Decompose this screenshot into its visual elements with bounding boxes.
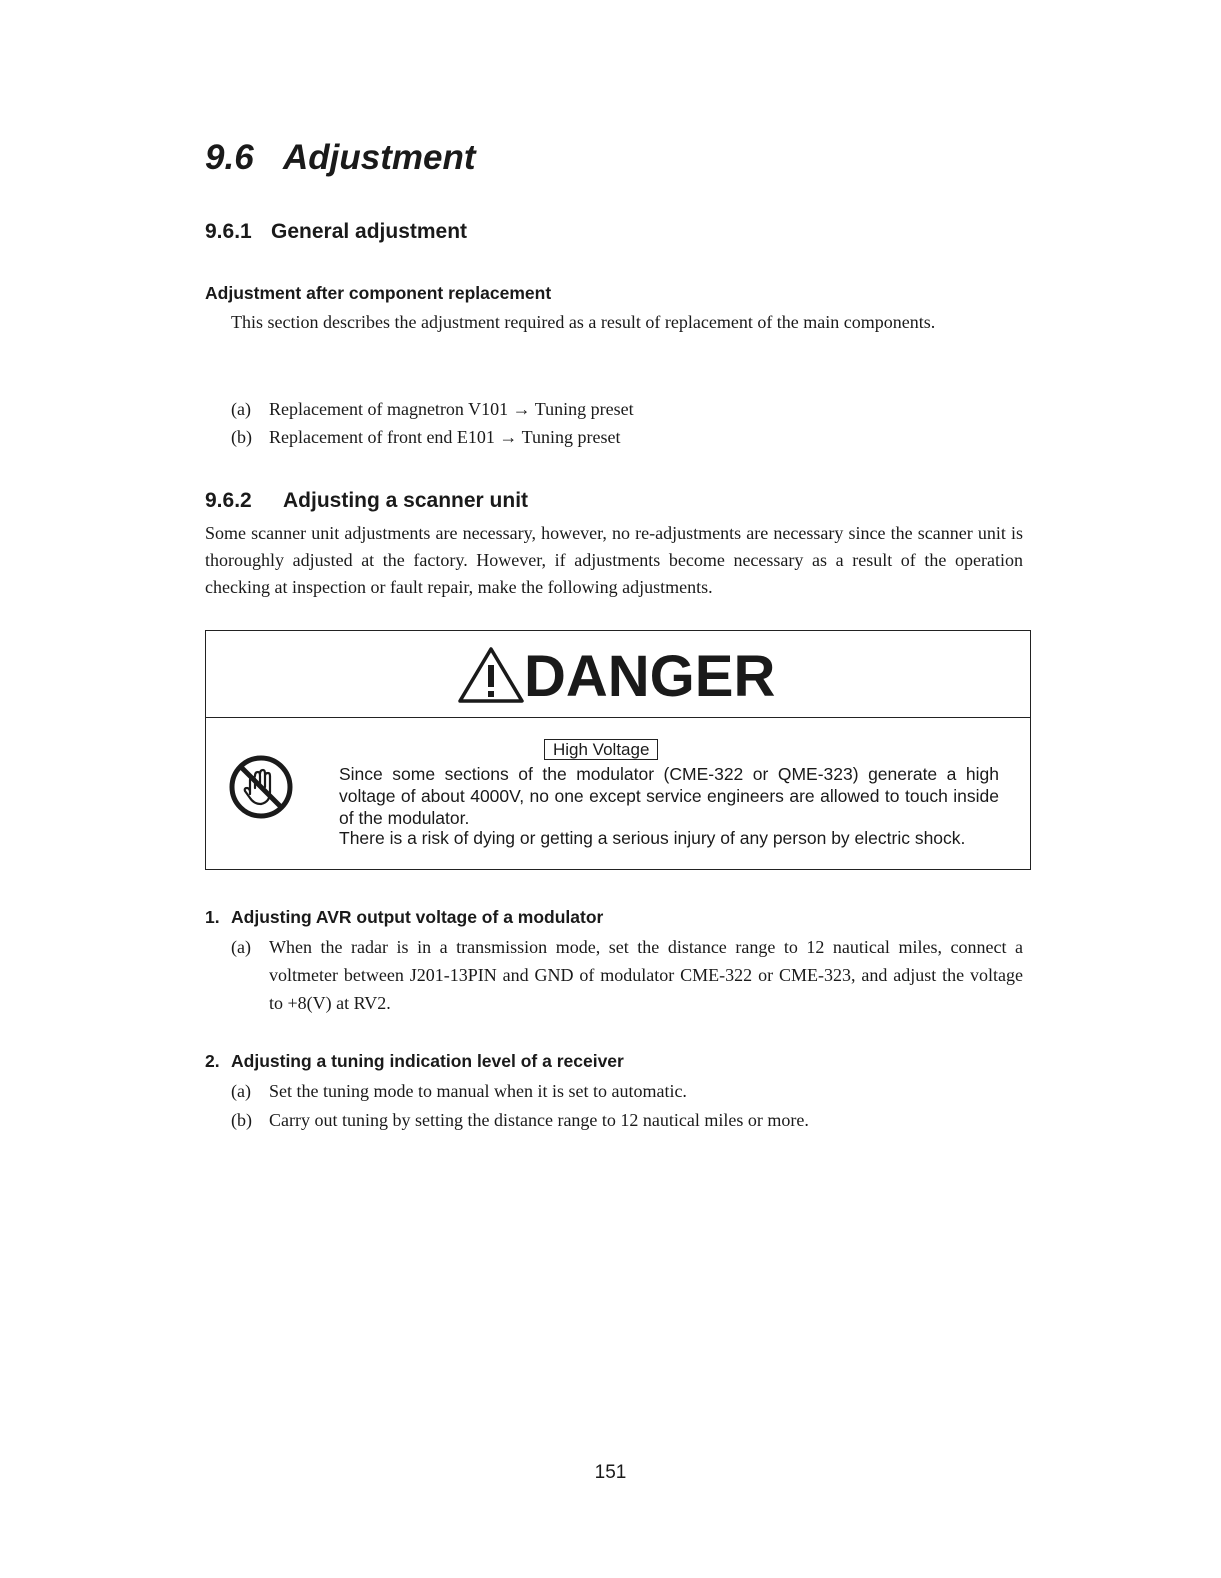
general-intro: This section describes the adjustment required as a result of replacement of the main components. <box>231 312 936 332</box>
list-text: Carry out tuning by setting the distance range to 12 nautical miles or more. <box>269 1110 809 1130</box>
list-item <box>231 424 1021 451</box>
high-voltage-label: High Voltage <box>544 739 658 760</box>
subsection-heading-general <box>205 220 467 244</box>
page-number: 151 <box>594 1462 627 1483</box>
danger-text-risk: There is a risk of dying or getting a serious injury of any person by electric shock. <box>339 828 966 848</box>
danger-text-main: Since some sections of the modulator (CME-322 or QME-323) generate a high voltage of about 4000V, no one except service engineers are allowed to touch inside of the modulator. <box>339 764 999 828</box>
list-text: Replacement of magnetron V101 → Tuning preset <box>269 399 634 419</box>
list-marker: (a) <box>231 1081 251 1101</box>
list-marker: (a) <box>231 399 251 419</box>
warning-triangle-icon <box>456 645 526 705</box>
list-text: Replacement of front end E101 → Tuning preset <box>269 427 621 447</box>
list-marker: (b) <box>231 1110 252 1130</box>
subsection-title: General adjustment <box>271 220 468 243</box>
list-marker: (a) <box>231 937 251 957</box>
step-item <box>231 933 1023 1017</box>
danger-header <box>206 631 1030 718</box>
list-item <box>231 396 1021 423</box>
list-item <box>231 1078 1021 1105</box>
section-heading <box>205 138 476 178</box>
list-marker: (b) <box>231 427 252 447</box>
step-title: Adjusting AVR output voltage of a modulator <box>231 907 604 927</box>
subsection-title: Adjusting a scanner unit <box>283 489 529 512</box>
step-title: Adjusting a tuning indication level of a receiver <box>231 1051 624 1071</box>
list-text: When the radar is in a transmission mode, set the distance range to 12 nautical miles, connect a voltmeter between J201-13PIN and GND of modulator CME-322 or CME-323, and adjust the voltage to +8(V) at RV2. <box>269 937 1023 1013</box>
danger-title: DANGER <box>524 644 776 709</box>
step-number: 2. <box>205 1051 220 1071</box>
step-heading-avr <box>205 907 603 928</box>
step-number: 1. <box>205 907 220 927</box>
danger-text <box>339 763 999 829</box>
danger-notice <box>205 630 1031 870</box>
list-text: Set the tuning mode to manual when it is set to automatic. <box>269 1081 687 1101</box>
subsection-heading-scanner <box>205 489 528 513</box>
step-heading-tuning <box>205 1051 624 1072</box>
scanner-intro: Some scanner unit adjustments are necessary, however, no re-adjustments are necessary since the scanner unit is thoroughly adjusted at the factory. However, if adjustments become necessary as a result of the operation checking at inspection or fault repair, make the following adjustments. <box>205 523 1023 597</box>
list-item <box>231 1107 1021 1134</box>
section-title: Adjustment <box>283 138 476 177</box>
subsection-number: 9.6.1 <box>205 220 252 243</box>
no-touch-hand-icon <box>228 754 294 820</box>
subheading-component-replacement: Adjustment after component replacement <box>205 283 552 303</box>
subsection-number: 9.6.2 <box>205 489 252 512</box>
section-number: 9.6 <box>205 138 254 177</box>
